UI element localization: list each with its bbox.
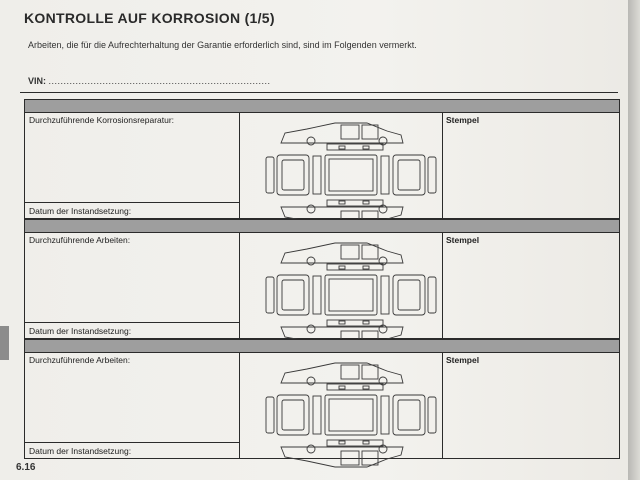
body-diagram-cell (239, 232, 443, 338)
work-label: Durchzuführende Arbeiten: (29, 355, 131, 365)
corrosion-record-1 (24, 99, 620, 219)
stamp-cell (442, 352, 619, 458)
work-label: Durchzuführende Arbeiten: (29, 235, 131, 245)
vin-label: VIN: (28, 76, 46, 86)
intro-text: Arbeiten, die für die Aufrechterhaltung der Garantie erforderlich sind, sind im Folgenden vermerkt. (28, 40, 417, 50)
next-page-edge (628, 0, 640, 480)
car-body-diagram-icon (263, 357, 439, 471)
page-title: KONTROLLE AUF KORROSION (1/5) (24, 10, 275, 26)
car-body-diagram-icon (263, 117, 439, 231)
repair-date-row[interactable] (25, 442, 239, 458)
repair-date-label: Datum der Instandsetzung: (29, 326, 132, 336)
corrosion-record-2 (24, 219, 620, 339)
work-cell[interactable] (25, 352, 240, 458)
vin-field (28, 76, 271, 86)
stamp-cell (442, 232, 619, 338)
work-label: Durchzuführende Korrosionsreparatur: (29, 115, 175, 125)
corrosion-record-3 (24, 339, 620, 459)
stamp-label: Stempel (446, 115, 480, 125)
stamp-cell (442, 112, 619, 218)
divider-line (20, 92, 618, 93)
body-diagram-cell (239, 112, 443, 218)
work-cell[interactable] (25, 232, 240, 338)
repair-date-row[interactable] (25, 322, 239, 338)
car-body-diagram-icon (263, 237, 439, 351)
body-diagram-cell (239, 352, 443, 458)
chapter-tab (0, 326, 9, 360)
repair-date-row[interactable] (25, 202, 239, 218)
repair-date-label: Datum der Instandsetzung: (29, 206, 132, 216)
stamp-label: Stempel (446, 235, 480, 245)
vin-entry-line[interactable]: .......................................................................... (48, 76, 271, 86)
page-number: 6.16 (16, 462, 36, 473)
repair-date-label: Datum der Instandsetzung: (29, 446, 132, 456)
work-cell[interactable] (25, 112, 240, 218)
stamp-label: Stempel (446, 355, 480, 365)
